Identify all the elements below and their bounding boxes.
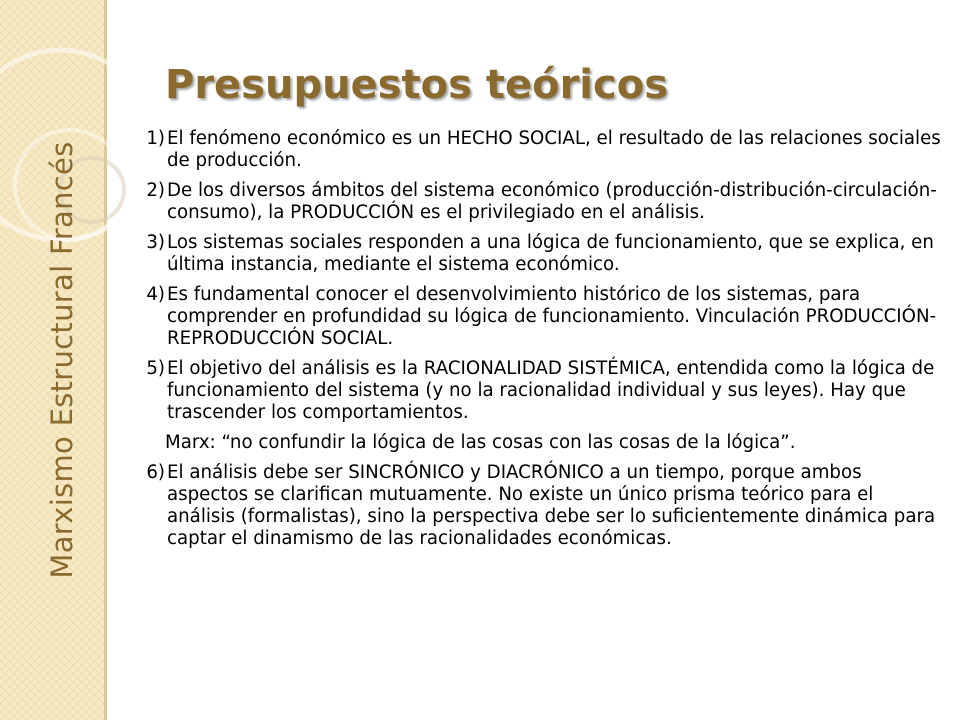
item-number: 4) [146,284,165,305]
item-number: 5) [146,358,165,379]
list-item [130,284,945,350]
item-number: 3) [146,232,165,253]
vertical-section-title: Marxismo Estructural Francés [45,141,79,579]
item-number: 2) [146,180,165,201]
item-number: 6) [146,462,165,483]
slide-content [130,128,945,558]
list-item [130,180,945,224]
item-text: El fenómeno económico es un HECHO SOCIAL, el resultado de las relaciones sociales de producción. [167,128,941,171]
item-text: El análisis debe ser SINCRÓNICO y DIACRÓNICO a un tiempo, porque ambos aspectos se clarifican mutuamente. No existe un único prisma teórico para el análisis (formalistas), sino la perspectiva debe ser lo suficientemente dinámica para captar el dinamismo de las racionalidades económicas. [167,462,936,549]
item-text: De los diversos ámbitos del sistema económico (producción-distribución-circulación-consumo), la PRODUCCIÓN es el privilegiado en el análisis. [167,180,937,223]
item-text: Es fundamental conocer el desenvolvimiento histórico de los sistemas, para comprender en profundidad su lógica de funcionamiento. Vinculación PRODUCCIÓN-REPRODUCCIÓN SOCIAL. [167,284,937,349]
item-number: 1) [146,128,165,149]
slide-title: Presupuestos teóricos [165,62,669,108]
item-text: El objetivo del análisis es la RACIONALIDAD SISTÉMICA, entendida como la lógica de funcionamiento del sistema (y no la racionalidad individual y sus leyes). Hay que trascender los comportamientos. [167,358,935,423]
list-item [130,462,945,550]
item-text: Los sistemas sociales responden a una lógica de funcionamiento, que se explica, en última instancia, mediante el sistema económico. [167,232,934,275]
list-item [130,232,945,276]
list-item [130,128,945,172]
marx-quote: Marx: “no confundir la lógica de las cosas con las cosas de la lógica”. [165,432,796,453]
list-item [130,358,945,424]
sidebar-divider [104,0,107,720]
